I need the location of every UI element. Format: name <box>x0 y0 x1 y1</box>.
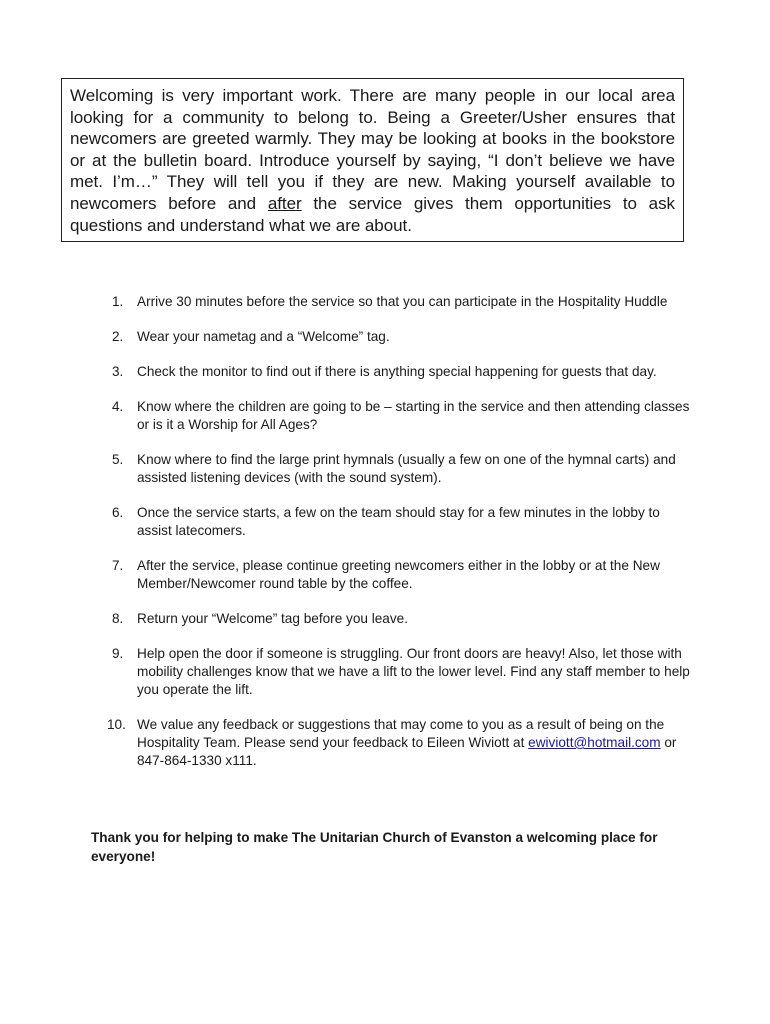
step-number: 2. <box>112 329 124 344</box>
intro-text-after: the service gives them opportunities to ask questions and understand what we are about. <box>70 193 675 235</box>
step-text: Know where to find the large print hymnals (usually a few on one of the hymnal carts) and assisted listening devices (with the sound system). <box>137 452 676 485</box>
intro-box <box>61 78 684 242</box>
list-item <box>92 293 692 311</box>
list-item <box>92 363 692 381</box>
step-number: 9. <box>112 646 124 661</box>
list-item <box>92 645 692 699</box>
step-text: After the service, please continue greeting newcomers either in the lobby or at the New Member/Newcomer round table by the coffee. <box>137 558 660 591</box>
list-item <box>92 557 692 593</box>
step-text: Check the monitor to find out if there is anything special happening for guests that day. <box>137 364 657 379</box>
list-item <box>92 504 692 540</box>
step-text: Help open the door if someone is struggling. Our front doors are heavy! Also, let those with mobility challenges know that we have a lift to the lower level. Find any staff member to help you operate the lift. <box>137 646 690 697</box>
intro-text-before: Welcoming is very important work. There are many people in our local area looking for a community to belong to. Being a Greeter/Usher ensures that newcomers are greeted warmly. They may be looking at books in the bookstore or at the bulletin board. Introduce yourself by saying, “I don’t believe we have met. I’m…” They will tell you if they are new. Making yourself available to newcomers before and <box>70 86 675 213</box>
intro-underlined-word: after <box>267 193 302 213</box>
step-number: 10. <box>107 717 126 732</box>
step-number: 5. <box>112 452 124 467</box>
closing-message: Thank you for helping to make The Unitarian Church of Evanston a welcoming place for everyone! <box>91 830 658 864</box>
step-number: 8. <box>112 611 124 626</box>
step-number: 6. <box>112 505 124 520</box>
email-link[interactable]: ewiviott@hotmail.com <box>528 735 661 750</box>
step-text: Wear your nametag and a “Welcome” tag. <box>137 329 390 344</box>
step-text: Know where the children are going to be – starting in the service and then attending classes or is it a Worship for All Ages? <box>137 399 690 432</box>
step-number: 4. <box>112 399 124 414</box>
step-text: Once the service starts, a few on the team should stay for a few minutes in the lobby to assist latecomers. <box>137 505 660 538</box>
step-text-before-email: We value any feedback or suggestions that may come to you as a result of being on the Hospitality Team. Please send your feedback to Eileen Wiviott at <box>137 717 665 750</box>
step-number: 3. <box>112 364 124 379</box>
greeter-steps-list <box>92 293 692 787</box>
list-item <box>92 398 692 434</box>
list-item <box>92 610 692 628</box>
step-number: 7. <box>112 558 124 573</box>
list-item <box>92 716 692 770</box>
list-item <box>92 328 692 346</box>
step-number: 1. <box>112 294 124 309</box>
step-text-after-email: or 847-864-1330 x111. <box>137 735 677 768</box>
step-text: Return your “Welcome” tag before you leave. <box>137 611 408 626</box>
step-text: Arrive 30 minutes before the service so that you can participate in the Hospitality Huddle <box>137 294 668 309</box>
list-item <box>92 451 692 487</box>
